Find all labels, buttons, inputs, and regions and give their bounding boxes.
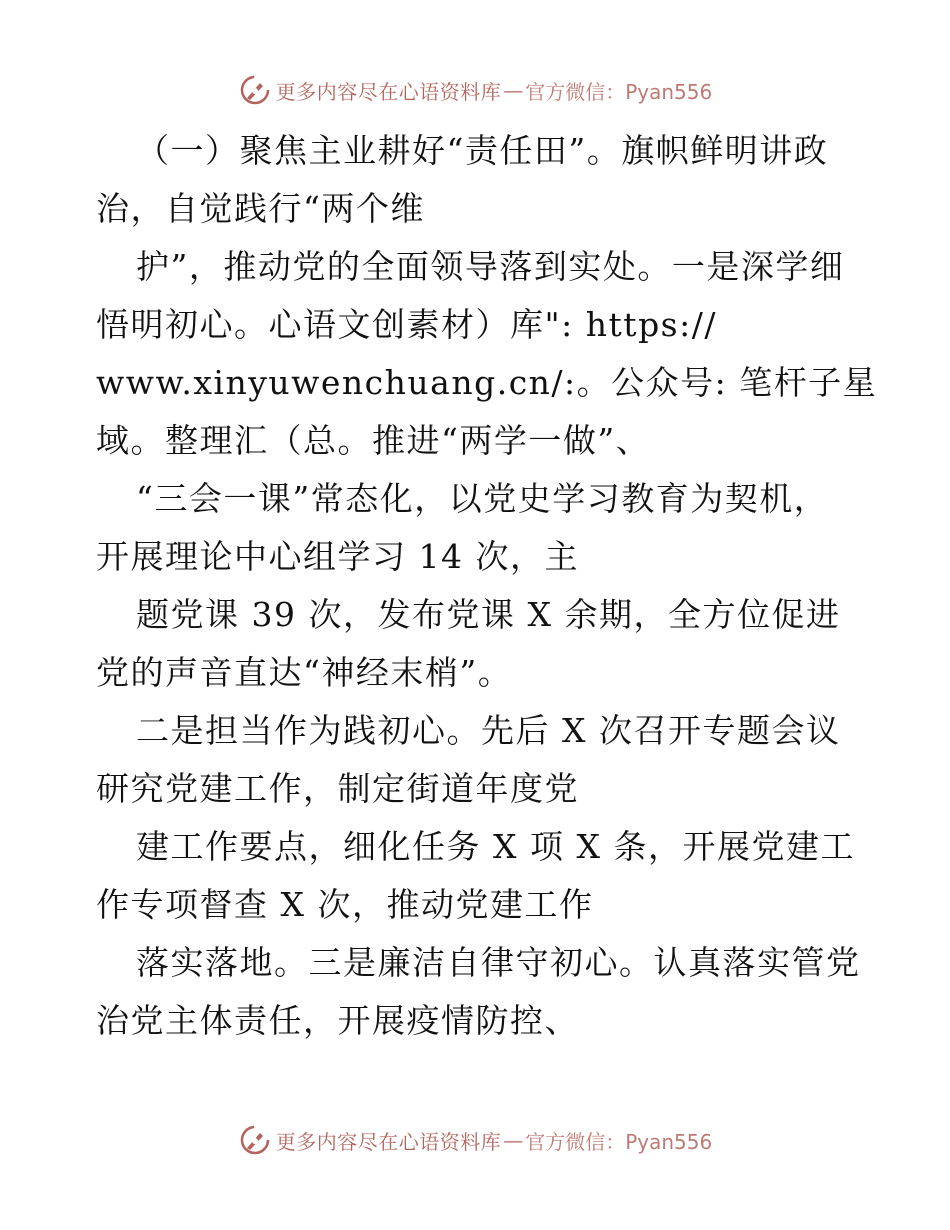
footer-separator: — [503,1128,524,1152]
body-line-14: 作专项督查 X 次，推动党建工作 [96,885,594,924]
body-line-7: “三会一课”常态化，以党史学习教育为契机， [136,479,829,518]
header-brand-text: 更多内容尽在心语资料库 [275,79,502,104]
body-line-4: 悟明初心。心语文创素材）库": https:// [96,305,717,344]
body-line-9: 题党课 39 次，发布党课 X 余期，全方位促进 [136,595,841,634]
body-line-5: www.xinyuwenchuang.cn/:。公众号: 笔杆子星 [96,363,878,402]
header-banner [0,70,950,110]
footer-brand-text: 更多内容尽在心语资料库 [275,1129,502,1154]
body-line-10: 党的声音直达“神经末梢”。 [96,653,513,692]
document-body [96,122,878,1050]
body-line-2: 治，自觉践行“两个维 [96,189,425,228]
footer-wechat-text: 官方微信：Pyan556 [525,1129,713,1154]
header-wechat-text: 官方微信：Pyan556 [525,79,713,104]
body-line-3: 护”，推动党的全面领导落到实处。一是深学细 [136,247,845,286]
header-separator: — [503,78,524,102]
body-line-13: 建工作要点，细化任务 X 项 X 条，开展党建工 [136,827,855,866]
pen-swirl-logo-icon [238,73,272,107]
body-line-12: 研究党建工作，制定街道年度党 [96,769,579,808]
pen-swirl-logo-icon [238,1123,272,1157]
body-line-8: 开展理论中心组学习 14 次，主 [96,537,579,576]
body-line-16: 治党主体责任，开展疫情防控、 [96,1001,579,1040]
body-line-6: 域。整理汇（总。推进“两学一做”、 [96,421,651,460]
footer-banner [0,1120,950,1160]
body-line-11: 二是担当作为践初心。先后 X 次召开专题会议 [136,711,841,750]
body-line-15: 落实落地。三是廉洁自律守初心。认真落实管党 [136,943,861,982]
body-line-1: （一）聚焦主业耕好“责任田”。旗帜鲜明讲政 [136,131,829,170]
